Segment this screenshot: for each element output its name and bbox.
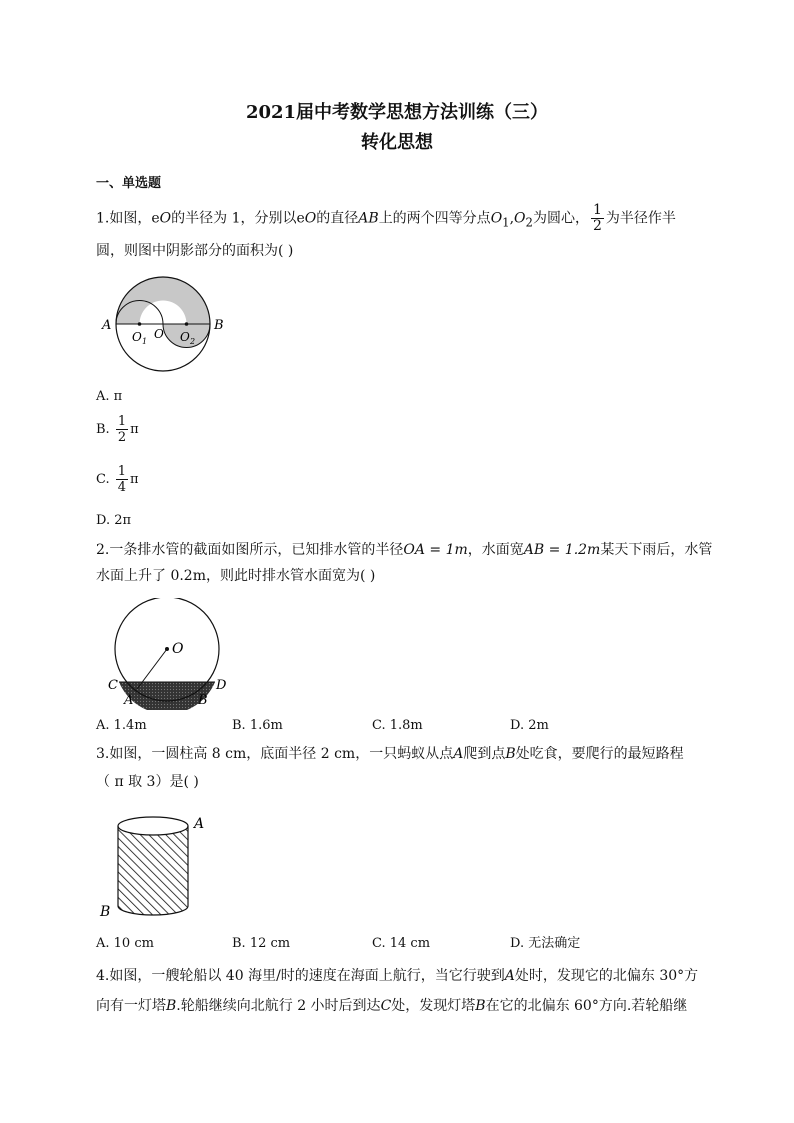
option-letter: D.: [96, 513, 111, 528]
q3-option-a[interactable]: A. 10 cm: [96, 936, 154, 951]
q1-label-b: B: [214, 318, 224, 333]
q1-line1: 1.如图，eO的半径为 1，分别以eO的直径AB上的两个四等分点$O_1,O_2$为圆心， $\frac{1}{2}$ 为半径作半: [96, 202, 676, 234]
q3-text: 爬到点: [463, 746, 506, 762]
q2-oa: OA = 1m: [403, 542, 468, 558]
q3-line1: [96, 744, 684, 764]
q2-option-a[interactable]: A. 1.4m: [96, 718, 147, 733]
option-fraction: [116, 464, 128, 495]
q1-var-o1: O: [490, 210, 503, 227]
q2-label-a: A: [124, 693, 134, 708]
fraction-denominator: 2: [117, 430, 127, 445]
option-text: π: [130, 472, 139, 487]
q1-option-b[interactable]: [96, 414, 139, 445]
q2-label-o: O: [172, 641, 184, 657]
q1-text: 为圆心，: [532, 210, 589, 227]
q3-cylinder-body: [118, 826, 188, 915]
q3-option-c[interactable]: C. 14 cm: [372, 936, 431, 951]
q1-shaded-upper: [116, 277, 210, 324]
q1-text: 的半径为 1，分别以: [171, 210, 297, 227]
fraction-numerator: 1: [117, 414, 127, 429]
fraction-numerator: 1: [117, 464, 127, 479]
q3-text: 3.如图，一圆柱高 8 cm，底面半径 2 cm，一只蚂蚁从点: [96, 746, 454, 762]
q2-line2: 水面上升了 0.2m，则此时排水管水面宽为( ): [96, 568, 376, 584]
q2-text: ，水面宽: [467, 542, 524, 558]
option-text: 2π: [114, 513, 132, 528]
q1-option-c[interactable]: [96, 464, 139, 495]
q2-label-b: B: [198, 693, 208, 708]
q2-text: 某天下雨后，水管: [600, 542, 713, 558]
option-text: π: [130, 422, 139, 437]
q1-fraction: [591, 203, 604, 234]
q3-option-b[interactable]: B. 12 cm: [232, 936, 291, 951]
q4-var-c: C: [380, 998, 392, 1014]
q2-center-o: [165, 647, 169, 651]
circle-symbol: e: [296, 210, 305, 227]
q1-var-o: O: [304, 210, 317, 227]
q3-cylinder-top: [118, 817, 188, 835]
fraction-denominator: 2: [592, 218, 602, 234]
fraction-denominator: 4: [117, 480, 127, 495]
q2-label-d: D: [216, 678, 227, 693]
page-title: 2021届中考数学思想方法训练（三）: [245, 102, 549, 123]
q1-label-o1: O: [132, 330, 142, 344]
q1-var-ab: AB: [358, 210, 379, 227]
q3-text: 处吃食，要爬行的最短路程: [515, 746, 684, 762]
q3-line2: （ π 取 3）是( ): [96, 774, 199, 790]
q1-option-d[interactable]: [96, 512, 131, 530]
option-letter: A.: [96, 389, 110, 404]
q3-label-a: A: [194, 816, 205, 832]
q1-sub1: 1: [502, 215, 510, 230]
q3-var-a: A: [453, 746, 464, 762]
fraction-numerator: 1: [592, 202, 602, 218]
q1-sub2: 2: [525, 215, 533, 230]
q1-line2: 圆，则图中阴影部分的面积为( ): [96, 243, 294, 259]
q4-var-a: A: [504, 968, 515, 984]
q1-text: 上的两个四等分点: [378, 210, 491, 227]
q2-text: 2.一条排水管的截面如图所示，已知排水管的半径: [96, 542, 404, 558]
q4-text: 处时，发现它的北偏东 30°方: [514, 968, 699, 984]
circle-symbol: e: [151, 210, 160, 227]
q1-point-o1: [138, 322, 142, 326]
option-letter: C.: [96, 472, 110, 487]
q3-option-d[interactable]: D. 无法确定: [510, 936, 581, 951]
q4-var-b: B: [166, 998, 177, 1014]
q4-line1: [96, 966, 698, 986]
q2-line1: [96, 540, 712, 560]
q1-label-o1-sub: 1: [142, 337, 148, 346]
q2-ab: AB = 1.2m: [523, 542, 601, 558]
q2-option-c[interactable]: C. 1.8m: [372, 718, 423, 733]
q3-label-b: B: [100, 904, 111, 920]
q1-label-o2-sub: 2: [190, 337, 196, 346]
q1-option-a[interactable]: [96, 388, 122, 406]
q1-var-o2: O: [514, 210, 526, 227]
option-fraction: [116, 414, 128, 445]
q1-text: 的直径: [316, 210, 359, 227]
q1-text: 1.如图，: [96, 210, 152, 227]
q1-label-a: A: [102, 318, 112, 333]
q3-var-b: B: [505, 746, 516, 762]
q2-option-d[interactable]: D. 2m: [510, 718, 549, 733]
q1-point-o2: [185, 322, 189, 326]
option-letter: B.: [96, 422, 110, 437]
q4-text: .轮船继续向北航行 2 小时后到达: [176, 998, 381, 1014]
option-text: π: [113, 389, 123, 404]
q4-var-b: B: [475, 998, 486, 1014]
q1-label-o: O: [154, 327, 164, 341]
q4-text: 处，发现灯塔: [391, 998, 476, 1014]
q4-text: 在它的北偏东 60°方向.若轮船继: [485, 998, 688, 1014]
page-subtitle: 转化思想: [361, 132, 433, 153]
q1-var-o: O: [159, 210, 172, 227]
q2-label-c: C: [108, 678, 118, 693]
section-heading: 一、单选题: [96, 176, 162, 191]
q4-text: 4.如图，一艘轮船以 40 海里/时的速度在海面上航行，当它行驶到: [96, 968, 505, 984]
q4-line2: [96, 996, 687, 1016]
q3-figure: [96, 808, 216, 924]
q1-label-o2: O: [180, 330, 190, 344]
q2-figure: [100, 598, 240, 710]
q4-text: 向有一灯塔: [96, 998, 166, 1014]
q1-text: 为半径作半: [605, 210, 676, 227]
q1-figure: [96, 272, 236, 376]
q2-option-b[interactable]: B. 1.6m: [232, 718, 283, 733]
